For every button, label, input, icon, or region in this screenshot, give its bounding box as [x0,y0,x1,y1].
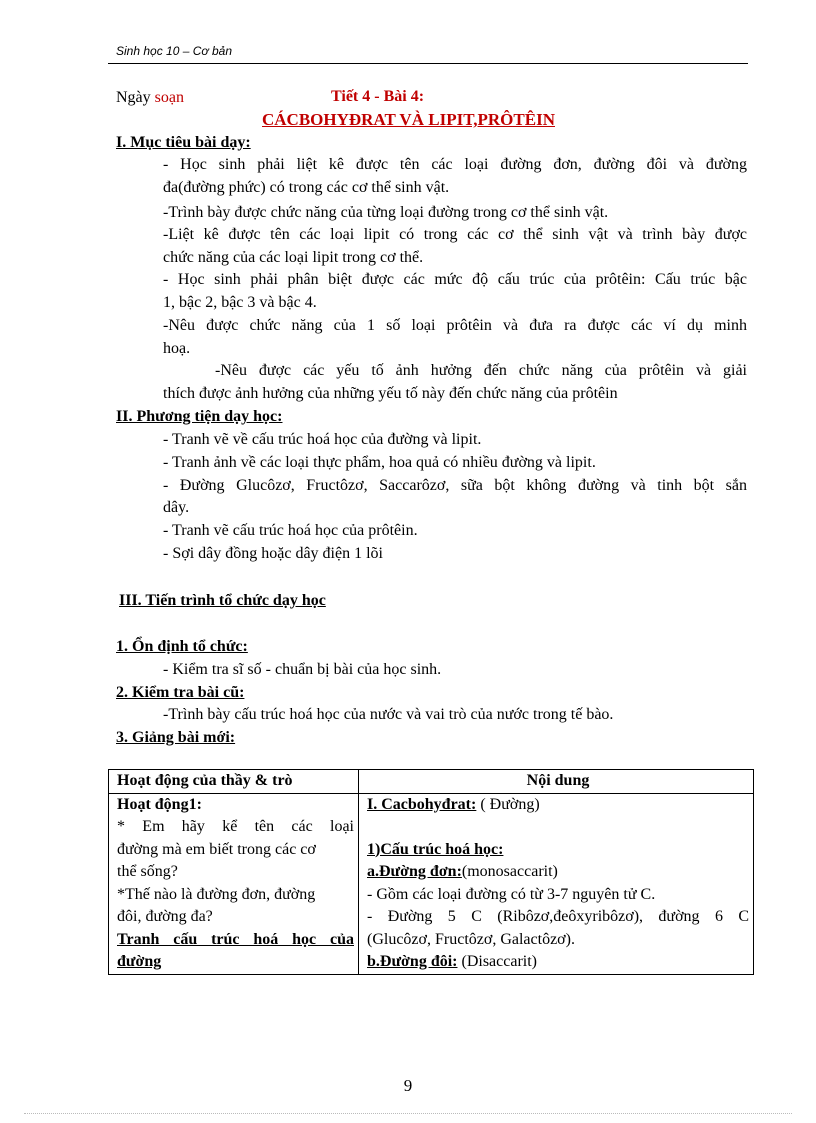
objective-line: -Nêu được các yếu tố ảnh hưởng đến chức năng của prôtêin và giải [215,362,747,379]
mono-detail-line: (Glucôzơ, Fructôzơ, Galactôzơ). [367,930,575,948]
di-note: (Disaccarit) [457,953,537,970]
blank-line [367,816,749,839]
subsection-review-title: 2. Kiểm tra bài cũ: [116,684,245,701]
mono-title: a.Đường đơn: [367,863,462,880]
column-header-content: Nội dung [359,770,754,794]
question-line: đôi, đường đa? [117,908,213,925]
section-materials-title: II. Phương tiện dạy học: [116,408,283,425]
subsection-newlesson-title: 3. Giảng bài mới: [116,729,236,746]
objective-line: 1, bậc 2, bậc 3 và bậc 4. [163,294,317,311]
table-row [109,793,754,974]
material-line: - Tranh ảnh về các loại thực phẩm, hoa quả có nhiều đường và lipit. [163,454,596,471]
objective-line: chức năng của các loại lipit trong cơ thể. [163,249,424,266]
objective-line: -Trình bày được chức năng của từng loại đường trong cơ thể sinh vật. [163,204,609,221]
material-line: - Đường Glucôzơ, Fructôzơ, Saccarôzơ, sữa bột không đường và tinh bột sắn [163,477,747,494]
section-process-title: III. Tiến trình tổ chức dạy học [119,592,326,609]
lesson-table [108,769,754,975]
picture-note: đường [117,953,162,970]
content-cell [359,793,754,974]
column-header-activities: Hoạt động của thầy & trò [109,770,359,794]
lesson-number: Tiết 4 - Bài 4: [331,88,425,105]
table-header-row [109,770,754,794]
mono-detail-line: - Đường 5 C (Ribôzơ,đeôxyribôzơ), đường 6 C [367,908,749,925]
lesson-title: CÁCBOHYĐRAT VÀ LIPIT,PRÔTÊIN [262,110,555,129]
question-line: thể sống? [117,863,178,880]
content-section-note: ( Đường) [476,795,540,813]
date-label-red: soạn [154,89,184,106]
objective-line: thích được ảnh hưởng của những yếu tố này đến chức năng của prôtêin [163,385,618,402]
mono-note: (monosaccarit) [461,863,558,880]
material-line: dây. [163,499,190,516]
material-line: - Tranh vẽ về cấu trúc hoá học của đường và lipit. [163,431,482,448]
page-number: 9 [403,1076,413,1095]
di-line [367,951,749,974]
mono-line [367,861,749,884]
material-line: - Tranh vẽ cấu trúc hoá học của prôtêin. [163,522,418,539]
page-bottom-divider [24,1113,792,1114]
structure-title: 1)Cấu trúc hoá học: [367,840,504,858]
question-line: * Em hãy kể tên các loại [117,818,354,835]
objective-line: -Nêu được chức năng của 1 số loại prôtêin và đưa ra được các ví dụ minh [163,317,747,334]
question-line: *Thế nào là đường đơn, đường [117,885,316,903]
document-header: Sinh học 10 – Cơ bản [116,44,232,58]
objective-line: - Học sinh phải phân biệt được các mức độ cấu trúc của prôtêin: Cấu trúc bậc [163,271,747,288]
review-line: -Trình bày cấu trúc hoá học của nước và vai trò của nước trong tế bào. [163,706,614,723]
stabilize-line: - Kiểm tra sĩ số - chuẩn bị bài của học sinh. [163,661,442,678]
subsection-stabilize-title: 1. Ổn định tổ chức: [116,638,248,655]
content-section-title: I. Cacbohyđrat: [367,795,477,813]
picture-note: Tranh cấu trúc hoá học của [117,930,354,948]
mono-detail-line: - Gồm các loại đường có từ 3-7 nguyên tử C. [367,885,656,903]
question-line: đường mà em biết trong các cơ [117,840,316,858]
material-line: - Sợi dây đồng hoặc dây điện 1 lõi [163,545,383,562]
di-title: b.Đường đôi: [367,953,458,970]
activities-cell [109,793,359,974]
header-divider [108,63,748,64]
section-objectives-title: I. Mục tiêu bài dạy: [116,134,251,151]
objective-line: - Học sinh phải liệt kê được tên các loại đường đơn, đường đôi và đường [163,156,747,173]
date-label-text: Ngày [116,89,155,106]
activity-title: Hoạt động1: [117,795,202,813]
objective-line: hoạ. [163,340,191,357]
content-section-line [367,794,749,817]
date-label [116,89,184,107]
objective-line: -Liệt kê được tên các loại lipit có trong các cơ thể sinh vật và trình bày được [163,226,747,243]
objective-line: đa(đường phức) có trong các cơ thể sinh vật. [163,179,450,196]
